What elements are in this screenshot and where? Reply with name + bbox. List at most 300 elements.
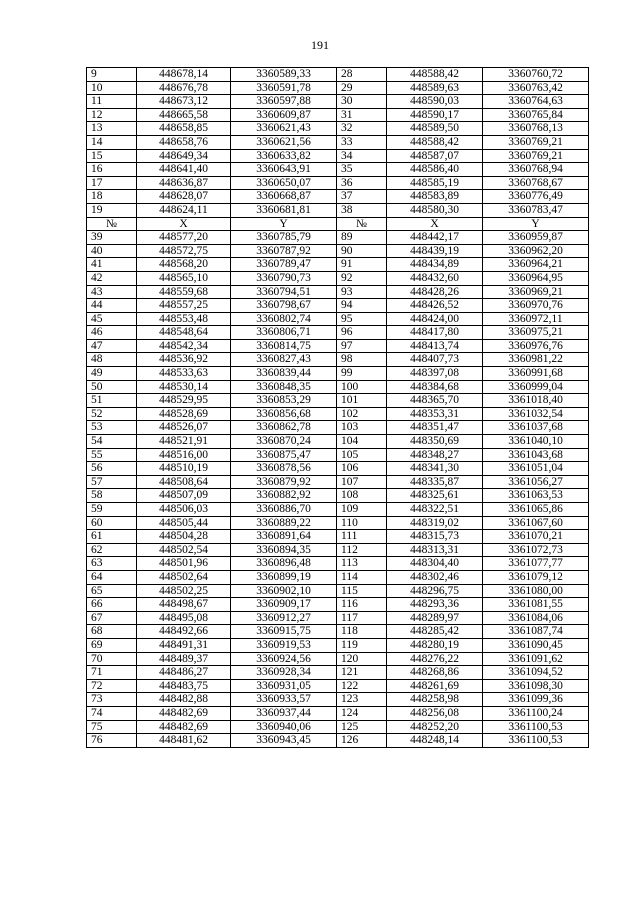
y-coordinate-cell: 3360597,88	[231, 95, 337, 109]
point-number-cell: 34	[337, 149, 387, 163]
table-row	[87, 367, 589, 381]
x-coordinate-cell: 448407,73	[387, 353, 483, 367]
table-row	[87, 190, 589, 204]
point-number-cell: 71	[87, 666, 137, 680]
x-coordinate-cell: 448492,66	[137, 625, 231, 639]
header-x: X	[137, 217, 231, 231]
point-number-cell: 106	[337, 462, 387, 476]
point-number-cell: 11	[87, 95, 137, 109]
point-number-cell: 118	[337, 625, 387, 639]
y-coordinate-cell: 3360970,76	[483, 299, 589, 313]
table-row	[87, 489, 589, 503]
table-row	[87, 271, 589, 285]
y-coordinate-cell: 3360878,56	[231, 462, 337, 476]
y-coordinate-cell: 3361087,74	[483, 625, 589, 639]
point-number-cell: 46	[87, 326, 137, 340]
x-coordinate-cell: 448319,02	[387, 516, 483, 530]
x-coordinate-cell: 448304,40	[387, 557, 483, 571]
point-number-cell: 13	[87, 122, 137, 136]
point-number-cell: 41	[87, 258, 137, 272]
table-row	[87, 448, 589, 462]
x-coordinate-cell: 448341,30	[387, 462, 483, 476]
y-coordinate-cell: 3360912,27	[231, 611, 337, 625]
x-coordinate-cell: 448252,20	[387, 720, 483, 734]
y-coordinate-cell: 3361100,53	[483, 734, 589, 748]
x-coordinate-cell: 448434,89	[387, 258, 483, 272]
y-coordinate-cell: 3360783,47	[483, 203, 589, 217]
table-row	[87, 734, 589, 748]
point-number-cell: 50	[87, 380, 137, 394]
x-coordinate-cell: 448289,97	[387, 611, 483, 625]
point-number-cell: 55	[87, 448, 137, 462]
point-number-cell: 42	[87, 271, 137, 285]
y-coordinate-cell: 3360991,68	[483, 367, 589, 381]
x-coordinate-cell: 448624,11	[137, 203, 231, 217]
point-number-cell: 116	[337, 598, 387, 612]
x-coordinate-cell: 448628,07	[137, 190, 231, 204]
header-point-number: №	[87, 217, 137, 231]
point-number-cell: 122	[337, 679, 387, 693]
table-row	[87, 475, 589, 489]
y-coordinate-cell: 3360681,81	[231, 203, 337, 217]
x-coordinate-cell: 448658,85	[137, 122, 231, 136]
x-coordinate-cell: 448506,03	[137, 503, 231, 517]
point-number-cell: 48	[87, 353, 137, 367]
y-coordinate-cell: 3360848,35	[231, 380, 337, 394]
x-coordinate-cell: 448501,96	[137, 557, 231, 571]
table-row	[87, 530, 589, 544]
point-number-cell: 98	[337, 353, 387, 367]
x-coordinate-cell: 448649,34	[137, 149, 231, 163]
point-number-cell: 62	[87, 543, 137, 557]
y-coordinate-cell: 3360909,17	[231, 598, 337, 612]
point-number-cell: 124	[337, 706, 387, 720]
y-coordinate-cell: 3360928,34	[231, 666, 337, 680]
y-coordinate-cell: 3360768,13	[483, 122, 589, 136]
x-coordinate-cell: 448580,30	[387, 203, 483, 217]
point-number-cell: 113	[337, 557, 387, 571]
table-row	[87, 557, 589, 571]
y-coordinate-cell: 3361072,73	[483, 543, 589, 557]
x-coordinate-cell: 448529,95	[137, 394, 231, 408]
point-number-cell: 33	[337, 135, 387, 149]
y-coordinate-cell: 3360943,45	[231, 734, 337, 748]
table-row	[87, 299, 589, 313]
table-row	[87, 462, 589, 476]
y-coordinate-cell: 3361018,40	[483, 394, 589, 408]
table-row	[87, 122, 589, 136]
y-coordinate-cell: 3360879,92	[231, 475, 337, 489]
point-number-cell: 108	[337, 489, 387, 503]
y-coordinate-cell: 3360768,94	[483, 163, 589, 177]
table-row	[87, 706, 589, 720]
x-coordinate-cell: 448533,63	[137, 367, 231, 381]
y-coordinate-cell: 3361080,00	[483, 584, 589, 598]
coordinates-table	[86, 67, 589, 748]
x-coordinate-cell: 448530,14	[137, 380, 231, 394]
point-number-cell: 44	[87, 299, 137, 313]
point-number-cell: 91	[337, 258, 387, 272]
table-row	[87, 652, 589, 666]
point-number-cell: 36	[337, 176, 387, 190]
table-row	[87, 95, 589, 109]
point-number-cell: 51	[87, 394, 137, 408]
point-number-cell: 66	[87, 598, 137, 612]
x-coordinate-cell: 448590,03	[387, 95, 483, 109]
y-coordinate-cell: 3361090,45	[483, 638, 589, 652]
y-coordinate-cell: 3360853,29	[231, 394, 337, 408]
x-coordinate-cell: 448557,25	[137, 299, 231, 313]
table-row	[87, 326, 589, 340]
point-number-cell: 74	[87, 706, 137, 720]
table-row	[87, 149, 589, 163]
x-coordinate-cell: 448504,28	[137, 530, 231, 544]
point-number-cell: 97	[337, 339, 387, 353]
table-row	[87, 570, 589, 584]
point-number-cell: 75	[87, 720, 137, 734]
x-coordinate-cell: 448508,64	[137, 475, 231, 489]
y-coordinate-cell: 3360889,22	[231, 516, 337, 530]
point-number-cell: 47	[87, 339, 137, 353]
y-coordinate-cell: 3361094,52	[483, 666, 589, 680]
point-number-cell: 123	[337, 693, 387, 707]
point-number-cell: 120	[337, 652, 387, 666]
y-coordinate-cell: 3360975,21	[483, 326, 589, 340]
x-coordinate-cell: 448526,07	[137, 421, 231, 435]
x-coordinate-cell: 448258,98	[387, 693, 483, 707]
x-coordinate-cell: 448397,08	[387, 367, 483, 381]
table-row	[87, 353, 589, 367]
y-coordinate-cell: 3360839,44	[231, 367, 337, 381]
x-coordinate-cell: 448442,17	[387, 231, 483, 245]
x-coordinate-cell: 448568,20	[137, 258, 231, 272]
point-number-cell: 35	[337, 163, 387, 177]
x-coordinate-cell: 448280,19	[387, 638, 483, 652]
x-coordinate-cell: 448335,87	[387, 475, 483, 489]
point-number-cell: 14	[87, 135, 137, 149]
point-number-cell: 65	[87, 584, 137, 598]
point-number-cell: 69	[87, 638, 137, 652]
point-number-cell: 68	[87, 625, 137, 639]
point-number-cell: 95	[337, 312, 387, 326]
point-number-cell: 114	[337, 570, 387, 584]
y-coordinate-cell: 3360814,75	[231, 339, 337, 353]
point-number-cell: 70	[87, 652, 137, 666]
header-y: Y	[483, 217, 589, 231]
table-row	[87, 666, 589, 680]
x-coordinate-cell: 448322,51	[387, 503, 483, 517]
point-number-cell: 105	[337, 448, 387, 462]
y-coordinate-cell: 3360870,24	[231, 435, 337, 449]
page-number: 191	[311, 38, 329, 52]
y-coordinate-cell: 3360794,51	[231, 285, 337, 299]
y-coordinate-cell: 3361040,10	[483, 435, 589, 449]
table-row	[87, 285, 589, 299]
point-number-cell: 9	[87, 68, 137, 82]
y-coordinate-cell: 3360668,87	[231, 190, 337, 204]
table-row	[87, 693, 589, 707]
x-coordinate-cell: 448572,75	[137, 244, 231, 258]
point-number-cell: 126	[337, 734, 387, 748]
x-coordinate-cell: 448482,88	[137, 693, 231, 707]
x-coordinate-cell: 448583,89	[387, 190, 483, 204]
x-coordinate-cell: 448505,44	[137, 516, 231, 530]
point-number-cell: 61	[87, 530, 137, 544]
y-coordinate-cell: 3360802,74	[231, 312, 337, 326]
y-coordinate-cell: 3360768,67	[483, 176, 589, 190]
x-coordinate-cell: 448553,48	[137, 312, 231, 326]
y-coordinate-cell: 3360959,87	[483, 231, 589, 245]
point-number-cell: 92	[337, 271, 387, 285]
x-coordinate-cell: 448432,60	[387, 271, 483, 285]
x-coordinate-cell: 448577,20	[137, 231, 231, 245]
x-coordinate-cell: 448548,64	[137, 326, 231, 340]
x-coordinate-cell: 448256,08	[387, 706, 483, 720]
y-coordinate-cell: 3360621,56	[231, 135, 337, 149]
y-coordinate-cell: 3360896,48	[231, 557, 337, 571]
table-row	[87, 176, 589, 190]
point-number-cell: 31	[337, 108, 387, 122]
point-number-cell: 38	[337, 203, 387, 217]
y-coordinate-cell: 3361043,68	[483, 448, 589, 462]
point-number-cell: 40	[87, 244, 137, 258]
y-coordinate-cell: 3361099,36	[483, 693, 589, 707]
y-coordinate-cell: 3361091,62	[483, 652, 589, 666]
table-row	[87, 394, 589, 408]
point-number-cell: 100	[337, 380, 387, 394]
x-coordinate-cell: 448417,80	[387, 326, 483, 340]
point-number-cell: 90	[337, 244, 387, 258]
header-x: X	[387, 217, 483, 231]
x-coordinate-cell: 448350,69	[387, 435, 483, 449]
point-number-cell: 111	[337, 530, 387, 544]
point-number-cell: 125	[337, 720, 387, 734]
y-coordinate-cell: 3360940,06	[231, 720, 337, 734]
table-row	[87, 244, 589, 258]
y-coordinate-cell: 3360886,70	[231, 503, 337, 517]
x-coordinate-cell: 448502,64	[137, 570, 231, 584]
point-number-cell: 30	[337, 95, 387, 109]
table-row	[87, 638, 589, 652]
y-coordinate-cell: 3361051,04	[483, 462, 589, 476]
point-number-cell: 18	[87, 190, 137, 204]
point-number-cell: 89	[337, 231, 387, 245]
table-row	[87, 163, 589, 177]
x-coordinate-cell: 448481,62	[137, 734, 231, 748]
y-coordinate-cell: 3361084,06	[483, 611, 589, 625]
x-coordinate-cell: 448261,69	[387, 679, 483, 693]
y-coordinate-cell: 3361032,54	[483, 407, 589, 421]
y-coordinate-cell: 3360591,78	[231, 81, 337, 95]
y-coordinate-cell: 3360862,78	[231, 421, 337, 435]
header-point-number: №	[337, 217, 387, 231]
x-coordinate-cell: 448482,69	[137, 720, 231, 734]
point-number-cell: 45	[87, 312, 137, 326]
y-coordinate-cell: 3361056,27	[483, 475, 589, 489]
y-coordinate-cell: 3360919,53	[231, 638, 337, 652]
point-number-cell: 19	[87, 203, 137, 217]
x-coordinate-cell: 448589,63	[387, 81, 483, 95]
point-number-cell: 104	[337, 435, 387, 449]
y-coordinate-cell: 3360924,56	[231, 652, 337, 666]
point-number-cell: 72	[87, 679, 137, 693]
point-number-cell: 56	[87, 462, 137, 476]
x-coordinate-cell: 448248,14	[387, 734, 483, 748]
x-coordinate-cell: 448586,40	[387, 163, 483, 177]
point-number-cell: 37	[337, 190, 387, 204]
y-coordinate-cell: 3360856,68	[231, 407, 337, 421]
x-coordinate-cell: 448413,74	[387, 339, 483, 353]
point-number-cell: 94	[337, 299, 387, 313]
point-number-cell: 121	[337, 666, 387, 680]
x-coordinate-cell: 448641,40	[137, 163, 231, 177]
x-coordinate-cell: 448565,10	[137, 271, 231, 285]
table-row	[87, 516, 589, 530]
table-row	[87, 108, 589, 122]
point-number-cell: 119	[337, 638, 387, 652]
x-coordinate-cell: 448384,68	[387, 380, 483, 394]
x-coordinate-cell: 448665,58	[137, 108, 231, 122]
point-number-cell: 58	[87, 489, 137, 503]
point-number-cell: 115	[337, 584, 387, 598]
y-coordinate-cell: 3360899,19	[231, 570, 337, 584]
point-number-cell: 60	[87, 516, 137, 530]
y-coordinate-cell: 3360964,21	[483, 258, 589, 272]
y-coordinate-cell: 3361079,12	[483, 570, 589, 584]
point-number-cell: 43	[87, 285, 137, 299]
y-coordinate-cell: 3360806,71	[231, 326, 337, 340]
point-number-cell: 93	[337, 285, 387, 299]
y-coordinate-cell: 3360882,92	[231, 489, 337, 503]
y-coordinate-cell: 3360785,79	[231, 231, 337, 245]
y-coordinate-cell: 3360769,21	[483, 149, 589, 163]
table-row	[87, 625, 589, 639]
header-row	[87, 217, 589, 231]
x-coordinate-cell: 448502,25	[137, 584, 231, 598]
y-coordinate-cell: 3360621,43	[231, 122, 337, 136]
y-coordinate-cell: 3360760,72	[483, 68, 589, 82]
x-coordinate-cell: 448588,42	[387, 68, 483, 82]
point-number-cell: 29	[337, 81, 387, 95]
x-coordinate-cell: 448325,61	[387, 489, 483, 503]
x-coordinate-cell: 448673,12	[137, 95, 231, 109]
y-coordinate-cell: 3361098,30	[483, 679, 589, 693]
y-coordinate-cell: 3361070,21	[483, 530, 589, 544]
coordinates-body-top	[87, 68, 589, 218]
table-row	[87, 435, 589, 449]
header-y: Y	[231, 217, 337, 231]
y-coordinate-cell: 3361037,68	[483, 421, 589, 435]
point-number-cell: 117	[337, 611, 387, 625]
point-number-cell: 39	[87, 231, 137, 245]
x-coordinate-cell: 448516,00	[137, 448, 231, 462]
point-number-cell: 63	[87, 557, 137, 571]
table-row	[87, 503, 589, 517]
y-coordinate-cell: 3360976,76	[483, 339, 589, 353]
x-coordinate-cell: 448276,22	[387, 652, 483, 666]
x-coordinate-cell: 448521,91	[137, 435, 231, 449]
point-number-cell: 17	[87, 176, 137, 190]
x-coordinate-cell: 448483,75	[137, 679, 231, 693]
point-number-cell: 99	[337, 367, 387, 381]
y-coordinate-cell: 3360764,63	[483, 95, 589, 109]
y-coordinate-cell: 3360789,47	[231, 258, 337, 272]
y-coordinate-cell: 3360827,43	[231, 353, 337, 367]
x-coordinate-cell: 448302,46	[387, 570, 483, 584]
x-coordinate-cell: 448510,19	[137, 462, 231, 476]
y-coordinate-cell: 3360798,67	[231, 299, 337, 313]
x-coordinate-cell: 448489,37	[137, 652, 231, 666]
point-number-cell: 59	[87, 503, 137, 517]
point-number-cell: 107	[337, 475, 387, 489]
y-coordinate-cell: 3360790,73	[231, 271, 337, 285]
y-coordinate-cell: 3360969,21	[483, 285, 589, 299]
y-coordinate-cell: 3360776,49	[483, 190, 589, 204]
table-row	[87, 598, 589, 612]
y-coordinate-cell: 3360999,04	[483, 380, 589, 394]
point-number-cell: 103	[337, 421, 387, 435]
table-row	[87, 81, 589, 95]
y-coordinate-cell: 3361077,77	[483, 557, 589, 571]
table-row	[87, 135, 589, 149]
table-row	[87, 720, 589, 734]
point-number-cell: 76	[87, 734, 137, 748]
y-coordinate-cell: 3361081,55	[483, 598, 589, 612]
point-number-cell: 57	[87, 475, 137, 489]
x-coordinate-cell: 448365,70	[387, 394, 483, 408]
y-coordinate-cell: 3360962,20	[483, 244, 589, 258]
x-coordinate-cell: 448588,42	[387, 135, 483, 149]
y-coordinate-cell: 3360902,10	[231, 584, 337, 598]
table-row	[87, 231, 589, 245]
x-coordinate-cell: 448536,92	[137, 353, 231, 367]
point-number-cell: 32	[337, 122, 387, 136]
y-coordinate-cell: 3360915,75	[231, 625, 337, 639]
x-coordinate-cell: 448426,52	[387, 299, 483, 313]
point-number-cell: 112	[337, 543, 387, 557]
x-coordinate-cell: 448296,75	[387, 584, 483, 598]
y-coordinate-cell: 3360589,33	[231, 68, 337, 82]
point-number-cell: 28	[337, 68, 387, 82]
table-row	[87, 380, 589, 394]
table-row	[87, 543, 589, 557]
point-number-cell: 110	[337, 516, 387, 530]
table-row	[87, 339, 589, 353]
table-row	[87, 68, 589, 82]
y-coordinate-cell: 3360787,92	[231, 244, 337, 258]
x-coordinate-cell: 448587,07	[387, 149, 483, 163]
y-coordinate-cell: 3360609,87	[231, 108, 337, 122]
y-coordinate-cell: 3360763,42	[483, 81, 589, 95]
x-coordinate-cell: 448636,87	[137, 176, 231, 190]
x-coordinate-cell: 448498,67	[137, 598, 231, 612]
x-coordinate-cell: 448502,54	[137, 543, 231, 557]
x-coordinate-cell: 448268,86	[387, 666, 483, 680]
x-coordinate-cell: 448285,42	[387, 625, 483, 639]
y-coordinate-cell: 3361100,24	[483, 706, 589, 720]
point-number-cell: 15	[87, 149, 137, 163]
y-coordinate-cell: 3360937,44	[231, 706, 337, 720]
y-coordinate-cell: 3360933,57	[231, 693, 337, 707]
x-coordinate-cell: 448585,19	[387, 176, 483, 190]
point-number-cell: 16	[87, 163, 137, 177]
x-coordinate-cell: 448293,36	[387, 598, 483, 612]
y-coordinate-cell: 3360972,11	[483, 312, 589, 326]
x-coordinate-cell: 448353,31	[387, 407, 483, 421]
point-number-cell: 73	[87, 693, 137, 707]
y-coordinate-cell: 3360765,84	[483, 108, 589, 122]
x-coordinate-cell: 448507,09	[137, 489, 231, 503]
